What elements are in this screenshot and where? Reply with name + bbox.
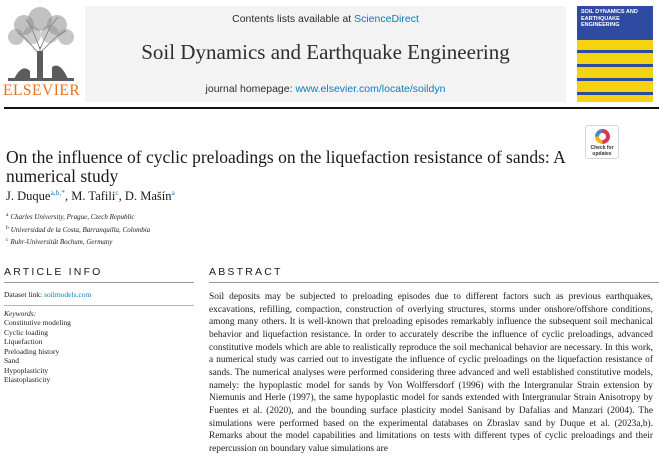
abstract-text: Soil deposits may be subjected to preloading episodes due to different factors such as previous earthquakes, excavations, refilling, compaction, construction of overlying structures, storms under onshore/offshore conditions, among many others. It is well-known that preloading episodes remarkably influence the subsequent soil mechanical behavior and liquefaction resistance. In order to accurately describe the influence of cyclic preloadings, advanced constitutive models which are able to realistically reproduce the soil mechanical behavior are necessary. In this work, a numerical study was carried out to investigate the influence of cyclic preloadings on the liquefaction resistance of sands. The numerical analyses were performed considering three advanced and well established constitutive models, namely: the hypoplastic model for sands by Von Wolffersdorf (1996) with the Intergranular Strain extension by Niemunis and Herle (1997), the same hypoplastic model for sands extended with Intergranular Strain Anisotropy by Fuentes et al. (2020), and the bounding surface plasticity model Sanisand by Dafalias and Manzari (2004). The simulations were performed based on the experimental databases on Zbraslav sand by Duque et al. (2023a,b). Remarks about the model capabilities and limitations on tests with different types of cyclic preloadings and their repercussion on boundary value simulations are (209, 292, 653, 454)
contents-prefix: Contents lists available at (232, 13, 355, 25)
affiliation-text: Ruhr-Universität Bochum, Germany (10, 238, 113, 246)
affiliation-text: Universidad de la Costa, Barranquilla, Colombia (10, 225, 151, 234)
author-name[interactable]: M. Tafili (71, 189, 116, 203)
article-info-panel (4, 290, 194, 385)
keyword-item: Cyclic loading (4, 327, 48, 337)
keyword-item: Liquefaction (4, 337, 43, 346)
affiliation-mark: b (6, 224, 9, 231)
contents-line (85, 13, 566, 25)
author-separator: , (65, 189, 72, 203)
cover-stripe (577, 64, 653, 67)
check-for-updates-label: Check for updates (590, 145, 614, 157)
author-name[interactable]: D. Mašín (124, 189, 172, 203)
keywords-label: Keywords: (4, 308, 37, 318)
check-for-updates-button[interactable] (585, 125, 619, 159)
keyword-item: Elastoplasticity (4, 375, 51, 384)
author-marks[interactable]: c (115, 188, 119, 197)
keyword-item: Hypoplasticity (4, 365, 49, 375)
affiliation-item (6, 235, 150, 248)
affiliation-mark: a (6, 212, 9, 218)
author-marks[interactable]: a (171, 188, 175, 197)
publisher-name: ELSEVIER (3, 82, 81, 99)
affiliation-item (6, 223, 150, 236)
journal-cover-image[interactable] (577, 6, 653, 102)
cover-stripe (577, 50, 653, 53)
affiliation-mark: c (6, 237, 9, 243)
keyword-item: Constitutive modeling (4, 318, 71, 327)
dataset-link[interactable]: soilmodels.com (44, 290, 92, 299)
affiliation-list (6, 210, 150, 248)
homepage-link[interactable]: www.elsevier.com/locate/soildyn (295, 83, 446, 95)
abstract-heading: ABSTRACT (209, 266, 283, 278)
homepage-prefix: journal homepage: (205, 83, 296, 95)
article-title: On the influence of cyclic preloadings on the liquefaction resistance of sands: A numerical study (6, 147, 565, 186)
info-divider (4, 305, 194, 306)
affiliation-text: Charles University, Prague, Czech Republic (10, 213, 135, 221)
sciencedirect-link[interactable]: ScienceDirect (354, 13, 419, 25)
check-for-updates-icon (595, 129, 610, 144)
keyword-item: Sand (4, 356, 19, 365)
article-info-rule (4, 282, 194, 283)
author-marks[interactable]: a,b,* (50, 188, 66, 197)
affiliation-item (6, 210, 150, 223)
journal-banner (85, 6, 566, 102)
header-divider (4, 107, 659, 109)
author-list (6, 188, 175, 204)
cover-stripe (577, 92, 653, 95)
dataset-line (4, 290, 194, 300)
journal-name[interactable]: Soil Dynamics and Earthquake Engineering (141, 40, 510, 64)
cover-stripe (577, 78, 653, 81)
keyword-item: Preloading history (4, 346, 60, 356)
author-separator: , (118, 189, 125, 203)
homepage-line (85, 83, 566, 95)
dataset-prefix: Dataset link: (4, 290, 44, 299)
author-name[interactable]: J. Duque (6, 189, 51, 203)
article-info-heading: ARTICLE INFO (4, 266, 103, 278)
abstract-rule (209, 282, 659, 283)
elsevier-tree-icon (4, 3, 78, 83)
cover-title: SOIL DYNAMICS AND EARTHQUAKE ENGINEERING (581, 9, 638, 28)
